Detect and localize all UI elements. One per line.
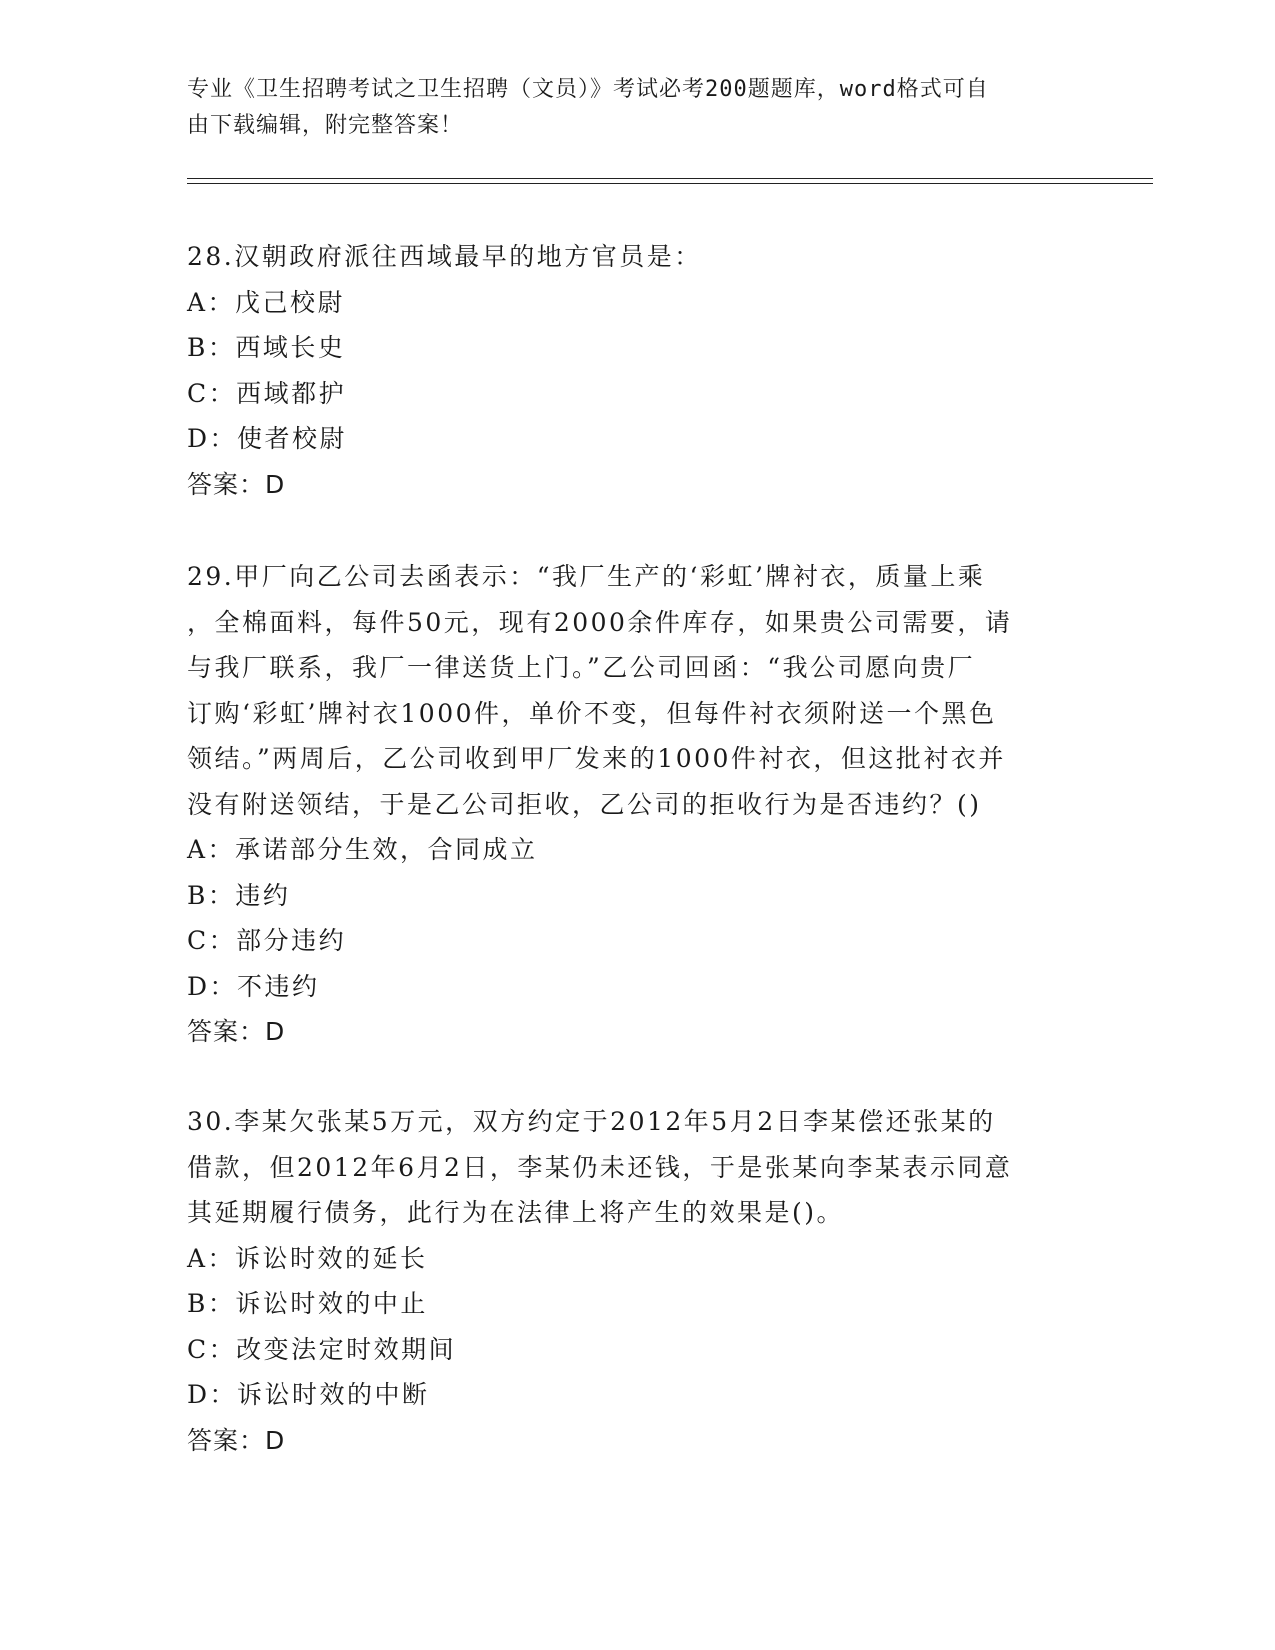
- question-stem-line: 订购‘彩虹’牌衬衣1000件，单价不变，但每件衬衣须附送一个黑色: [187, 698, 997, 728]
- option-b: B：诉讼时效的中止: [187, 1289, 428, 1318]
- option-c: C：部分违约: [187, 926, 347, 955]
- question-stem-line: ，全棉面料，每件50元，现有2000余件库存，如果贵公司需要，请: [187, 607, 1013, 637]
- answer: 答案：D: [187, 1017, 286, 1046]
- option-a: A：承诺部分生效，合同成立: [187, 835, 538, 864]
- document-header: [187, 72, 1067, 144]
- option-d: D：不违约: [187, 971, 320, 1001]
- question-stem-line: 28.汉朝政府派往西域最早的地方官员是：: [187, 242, 702, 271]
- header-divider-top: [187, 178, 1153, 179]
- option-b: B：西域长史: [187, 333, 346, 362]
- question-29: [187, 554, 1067, 1055]
- header-line-2: 由下载编辑，附完整答案！: [187, 113, 464, 138]
- answer: 答案：D: [187, 1425, 286, 1455]
- option-a: A：诉讼时效的延长: [187, 1243, 428, 1273]
- option-c: C：西域都护: [187, 378, 347, 408]
- option-d: D：使者校尉: [187, 424, 348, 453]
- question-30: [187, 1099, 1067, 1463]
- question-stem-line: 没有附送领结，于是乙公司拒收，乙公司的拒收行为是否违约？(): [187, 789, 982, 819]
- question-stem-line: 29.甲厂向乙公司去函表示：“我厂生产的‘彩虹’牌衬衣，质量上乘: [187, 562, 986, 591]
- question-stem-line: 借款，但2012年6月2日，李某仍未还钱，于是张某向李某表示同意: [187, 1152, 1013, 1182]
- header-line-1: 专业《卫生招聘考试之卫生招聘（文员）》考试必考200题题库，word格式可自: [187, 77, 989, 102]
- question-stem-line: 领结。”两周后，乙公司收到甲厂发来的1000件衬衣，但这批衬衣并: [187, 744, 1006, 773]
- header-divider-bottom: [187, 183, 1153, 184]
- question-28: [187, 234, 1067, 507]
- option-d: D：诉讼时效的中断: [187, 1380, 430, 1409]
- option-a: A：戊己校尉: [187, 287, 346, 317]
- answer: 答案：D: [187, 469, 286, 499]
- option-c: C：改变法定时效期间: [187, 1334, 457, 1364]
- question-stem-line: 其延期履行债务，此行为在法律上将产生的效果是()。: [187, 1198, 845, 1227]
- question-stem-line: 30.李某欠张某5万元，双方约定于2012年5月2日李某偿还张某的: [187, 1107, 996, 1136]
- option-b: B：违约: [187, 880, 291, 910]
- question-stem-line: 与我厂联系，我厂一律送货上门。”乙公司回函：“我公司愿向贵厂: [187, 653, 976, 682]
